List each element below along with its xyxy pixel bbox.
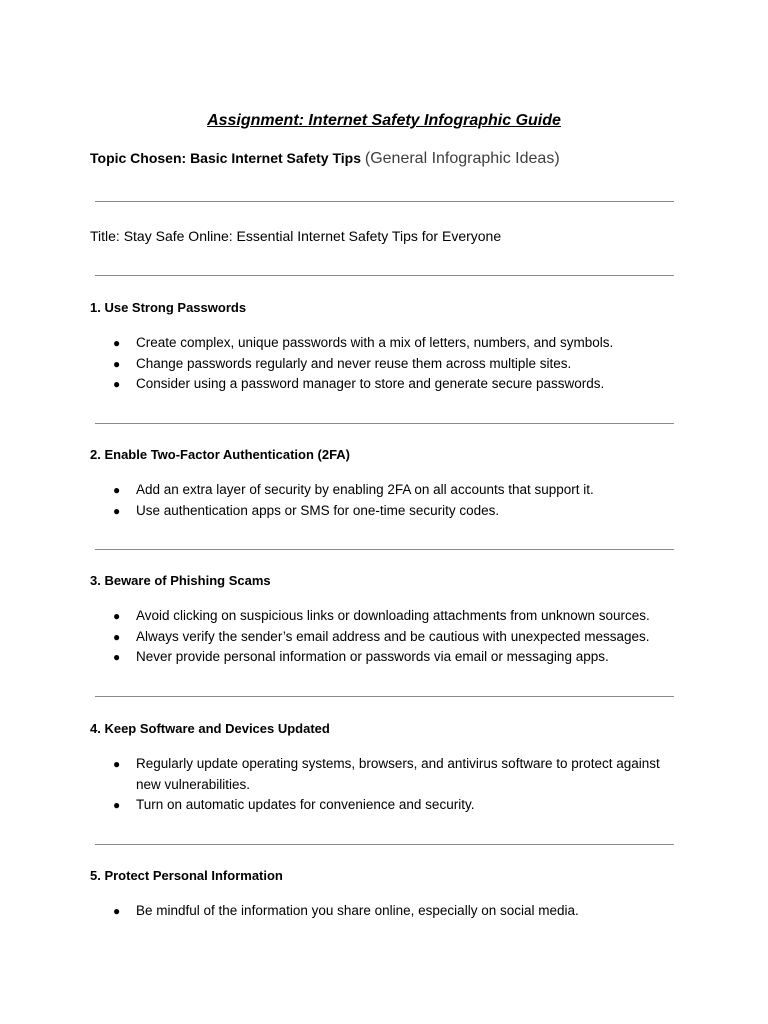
list-item-text: Change passwords regularly and never reuse them across multiple sites. — [136, 355, 572, 371]
topic-label: Topic Chosen: Basic Internet Safety Tips — [90, 150, 365, 166]
bullet-list — [110, 606, 680, 668]
section-heading: 1. Use Strong Passwords — [90, 300, 247, 315]
bullet-icon: ● — [113, 798, 121, 812]
list-item-text: Use authentication apps or SMS for one-time security codes. — [136, 502, 500, 518]
list-item-text: Create complex, unique passwords with a mix of letters, numbers, and symbols. — [136, 335, 614, 350]
topic-line — [90, 150, 560, 168]
list-item — [110, 627, 680, 648]
bullet-list — [110, 333, 680, 395]
list-item — [110, 333, 680, 354]
bullet-icon: ● — [113, 904, 121, 918]
list-item-text: Avoid clicking on suspicious links or downloading attachments from unknown sources. — [136, 608, 650, 623]
list-item-text: Regularly update operating systems, browsers, and antivirus software to protect against new vulnerabilities. — [136, 756, 660, 792]
divider — [95, 696, 674, 697]
section-heading: 3. Beware of Phishing Scams — [90, 573, 271, 588]
divider — [95, 844, 674, 845]
infographic-title: Title: Stay Safe Online: Essential Internet Safety Tips for Everyone — [90, 228, 502, 244]
bullet-icon: ● — [113, 356, 121, 371]
list-item-text: Be mindful of the information you share online, especially on social media. — [136, 903, 579, 918]
section-heading: 4. Keep Software and Devices Updated — [90, 721, 330, 736]
bullet-icon: ● — [113, 503, 121, 518]
bullet-list — [110, 480, 680, 521]
bullet-icon: ● — [113, 650, 121, 664]
list-item-text: Add an extra layer of security by enabling 2FA on all accounts that support it. — [136, 482, 594, 497]
list-item-text: Turn on automatic updates for convenience and security. — [136, 797, 475, 812]
bullet-icon: ● — [113, 483, 121, 497]
divider — [95, 423, 674, 424]
list-item — [110, 501, 680, 522]
divider — [95, 549, 674, 550]
list-item — [110, 647, 680, 668]
document-title: Assignment: Internet Safety Infographic Guide — [207, 112, 561, 129]
topic-link[interactable]: General Infographic Ideas — [370, 150, 555, 167]
list-item — [110, 606, 680, 627]
list-item-text: Always verify the sender’s email address and be cautious with unexpected messages. — [136, 628, 650, 644]
topic-open-paren: ( — [364, 150, 371, 167]
list-item — [110, 354, 680, 375]
section-heading: 2. Enable Two-Factor Authentication (2FA) — [90, 447, 351, 462]
list-item — [110, 480, 680, 501]
section-heading: 5. Protect Personal Information — [90, 868, 283, 883]
bullet-icon: ● — [113, 757, 121, 771]
list-item — [110, 374, 680, 395]
list-item — [110, 795, 680, 816]
bullet-list — [110, 754, 680, 816]
divider — [95, 201, 674, 202]
list-item-text: Consider using a password manager to store and generate secure passwords. — [136, 376, 605, 391]
topic-close-paren: ) — [554, 150, 560, 167]
divider — [95, 275, 674, 276]
bullet-icon: ● — [113, 377, 121, 391]
bullet-icon: ● — [113, 629, 121, 644]
list-item — [110, 754, 680, 795]
bullet-icon: ● — [113, 336, 121, 350]
bullet-list — [110, 901, 680, 922]
list-item — [110, 901, 680, 922]
bullet-icon: ● — [113, 609, 121, 623]
list-item-text: Never provide personal information or passwords via email or messaging apps. — [136, 649, 609, 664]
